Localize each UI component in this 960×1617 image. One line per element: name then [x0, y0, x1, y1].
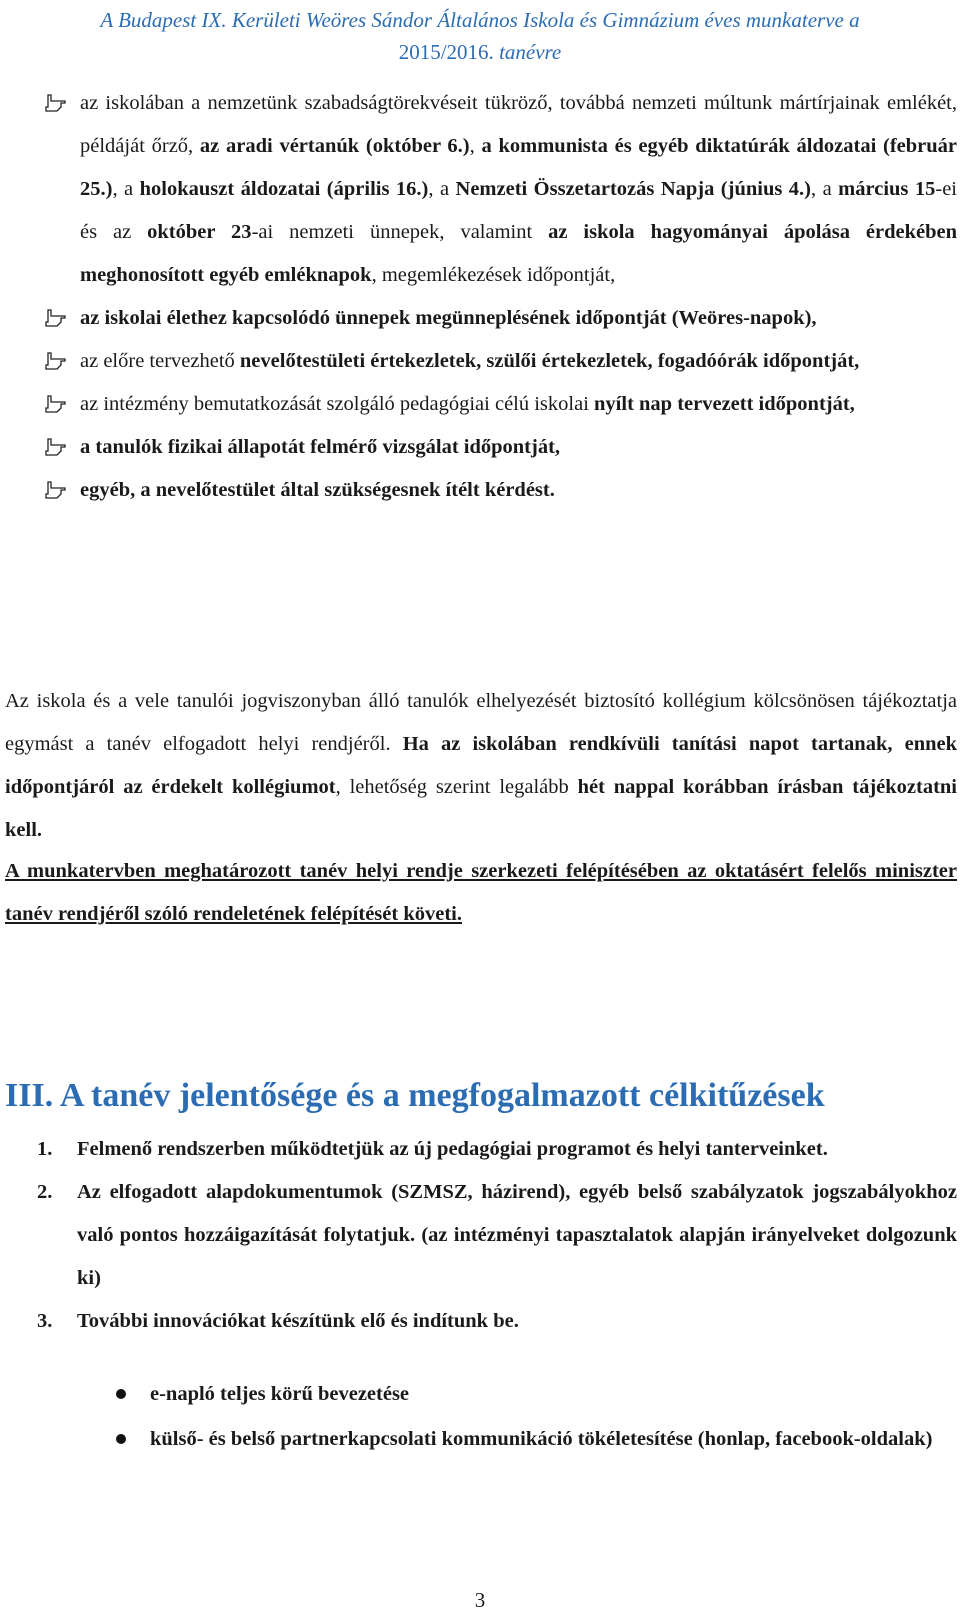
- item-text: Az elfogadott alapdokumentumok (SZMSZ, házirend), egyéb belső szabályzatok jogszabályokhoz való pontos hozzáigazítását folytatjuk. (az intézményi tapasztalatok alapján irányelveket dolgozunk ki): [77, 1181, 957, 1289]
- text: -ei és az: [80, 178, 957, 243]
- bold-text: a tanulók fizikai állapotát felmérő vizsgálat időpontját,: [80, 436, 561, 458]
- bullet-dot-icon: [116, 1389, 126, 1399]
- text: az intézmény bemutatkozását szolgáló pedagógiai célú iskolai: [80, 393, 595, 415]
- item-text: További innovációkat készítünk elő és indítunk be.: [77, 1310, 519, 1332]
- header-line-1: A Budapest IX. Kerületi Weöres Sándor Általános Iskola és Gimnázium éves munkaterve a: [100, 8, 860, 32]
- bold-text: az iskola hagyományai ápolása érdekében meghonosított egyéb emléknapok: [80, 221, 957, 286]
- text: , lehetőség szerint legalább: [335, 776, 578, 798]
- bullet-list: [45, 82, 957, 512]
- bold-text: a kommunista és egyéb diktatúrák áldozatai (február 25.): [80, 135, 958, 200]
- numbered-item: [37, 1128, 957, 1171]
- page-number: 3: [474, 1588, 486, 1612]
- text: az iskolában a nemzetünk szabadságtörekvéseit tükröző, továbbá nemzeti múltunk mártírjainak emlékét, példáját őrző,: [80, 92, 957, 157]
- underlined-statement: A munkatervben meghatározott tanév helyi rendje szerkezeti felépítésében az oktatásért felelős miniszter tanév rendjéről szóló rendeletének felépítését követi.: [5, 860, 957, 925]
- bullet-item: [45, 383, 957, 426]
- text: , a: [112, 178, 140, 200]
- header-year: 2015/2016.: [398, 40, 494, 64]
- dot-list-item: [112, 1373, 957, 1416]
- bold-text: az iskolai élethez kapcsolódó ünnepek megünneplésének időpontját (Weöres-napok),: [80, 307, 817, 329]
- header-year-suffix: tanévre: [493, 40, 562, 64]
- bold-text: az aradi vértanúk (október 6.): [199, 135, 470, 157]
- item-number: 3.: [37, 1310, 53, 1332]
- paragraph-munkaterv: [5, 850, 957, 936]
- pointing-hand-icon: [45, 481, 67, 501]
- pointing-hand-icon: [45, 395, 67, 415]
- item-number: 2.: [37, 1181, 53, 1203]
- numbered-item: [37, 1300, 957, 1343]
- numbered-list: [37, 1128, 957, 1343]
- pointing-hand-icon: [45, 438, 67, 458]
- item-number: 1.: [37, 1138, 53, 1160]
- pointing-hand-icon: [45, 94, 67, 114]
- bold-text: egyéb, a nevelőtestület által szükségesnek ítélt kérdést.: [80, 479, 555, 501]
- bullet-item: [45, 297, 957, 340]
- bold-text: holokauszt áldozatai (április 16.): [139, 178, 429, 200]
- header-line-2: [0, 36, 960, 68]
- dot-item-text: külső- és belső partnerkapcsolati kommunikáció tökéletesítése (honlap, facebook-oldalak): [150, 1428, 933, 1450]
- bullet-item: [45, 82, 957, 297]
- text: -ai nemzeti ünnepek, valamint: [251, 221, 549, 243]
- bold-text: hét nappal korábban írásban tájékoztatni kell.: [5, 776, 957, 841]
- paragraph-kollegium: [5, 680, 957, 852]
- pointing-hand-icon: [45, 309, 67, 329]
- numbered-item: [37, 1171, 957, 1300]
- section-title: III. A tanév jelentősége és a megfogalmazott célkitűzések: [5, 1077, 825, 1114]
- page-header: [0, 4, 960, 68]
- text: ,: [469, 135, 482, 157]
- item-text: Felmenő rendszerben működtetjük az új pedagógiai programot és helyi tanterveinket.: [77, 1138, 828, 1160]
- bullet-dot-icon: [116, 1434, 126, 1444]
- text: Az iskola és a vele tanulói jogviszonyban álló tanulók elhelyezését biztosító kollégium kölcsönösen tájékoztatja egymást a tanév elfogadott helyi rendjéről.: [5, 690, 957, 755]
- dot-list: [112, 1373, 957, 1463]
- pointing-hand-icon: [45, 352, 67, 372]
- bold-text: március 15: [838, 178, 936, 200]
- bold-text: nyílt nap tervezett időpontját,: [594, 393, 855, 415]
- text: , a: [811, 178, 839, 200]
- dot-list-item: [112, 1418, 957, 1461]
- bold-text: Ha az iskolában rendkívüli tanítási napot tartanak, ennek időpontjáról az érdekelt kollégiumot: [5, 733, 957, 798]
- bullet-item: [45, 426, 957, 469]
- text: , a: [428, 178, 456, 200]
- text: az előre tervezhető: [80, 350, 240, 372]
- bullet-item: [45, 340, 957, 383]
- dot-item-text: e-napló teljes körű bevezetése: [150, 1383, 410, 1405]
- bold-text: Nemzeti Összetartozás Napja (június 4.): [455, 178, 812, 200]
- bullet-item: [45, 469, 957, 512]
- bold-text: nevelőtestületi értekezletek, szülői értekezletek, fogadóórák időpontját,: [239, 350, 860, 372]
- text: , megemlékezések időpontját,: [371, 264, 616, 286]
- bold-text: október 23: [147, 221, 252, 243]
